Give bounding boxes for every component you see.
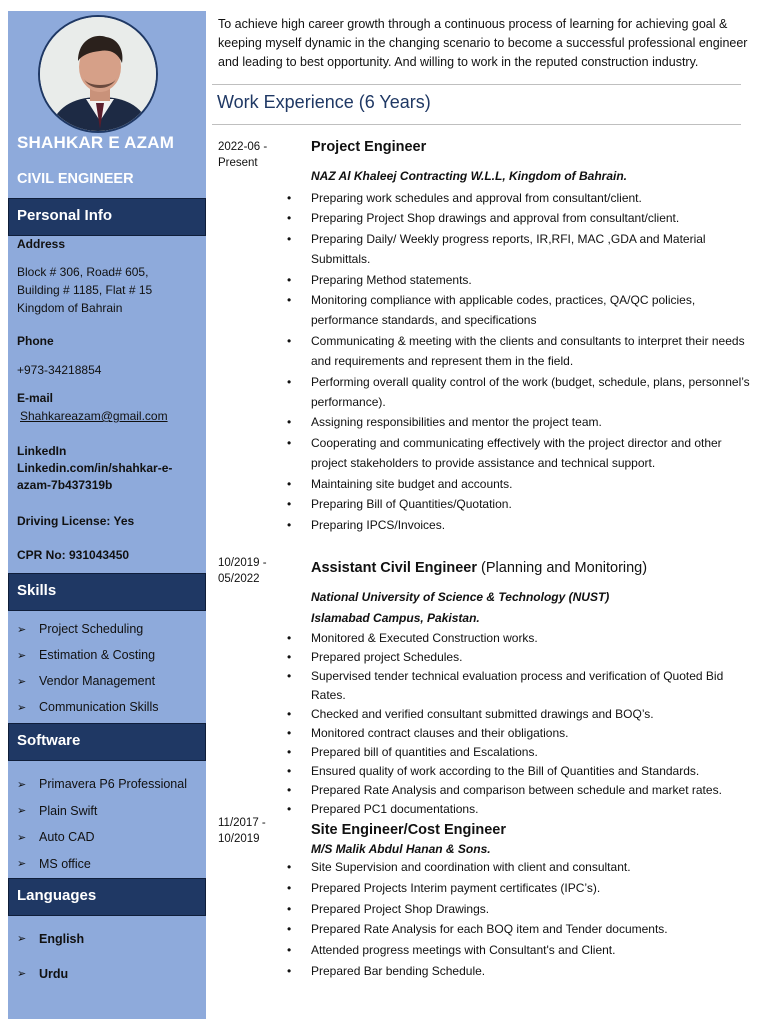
skills-list: [17, 616, 203, 720]
list-item: ➢ Primavera P6 Professional: [17, 777, 187, 792]
list-item: • Cooperating and communicating effectively with the project director and other project stakeholders to provide assistance and technical support.: [287, 433, 757, 474]
list-item: ➢ Communication Skills: [17, 700, 159, 714]
job-company: NAZ Al Khaleej Contracting W.L.L, Kingdom of Bahrain.: [311, 169, 627, 183]
list-item: • Maintaining site budget and accounts.: [287, 474, 757, 494]
languages-list: [17, 921, 203, 991]
list-item: ➢ Auto CAD: [17, 830, 95, 845]
list-item: • Prepared Rate Analysis and comparison between schedule and market rates.: [287, 781, 757, 800]
list-item: • Prepared Bar bending Schedule.: [287, 961, 757, 982]
arrow-bullet-icon: ➢: [17, 831, 27, 844]
arrow-bullet-icon: ➢: [17, 858, 27, 871]
job-date-end: 10/2019: [218, 833, 260, 845]
job-date-end: Present: [218, 157, 258, 169]
address-label: Address: [17, 237, 66, 251]
job-subtitle: (Planning and Monitoring): [481, 560, 648, 576]
arrow-bullet-icon: ➢: [17, 675, 27, 688]
arrow-bullet-icon: ➢: [17, 623, 27, 636]
languages-heading: Languages: [8, 878, 206, 916]
arrow-bullet-icon: ➢: [17, 968, 27, 980]
arrow-bullet-icon: ➢: [17, 701, 27, 714]
list-item: • Checked and verified consultant submitted drawings and BOQ’s.: [287, 705, 757, 724]
list-item: ➢ Estimation & Costing: [17, 648, 156, 662]
driving-license: Driving License: Yes: [17, 514, 135, 528]
divider: [212, 124, 741, 125]
job-company-location: Islamabad Campus, Pakistan.: [311, 611, 480, 625]
list-item: • Performing overall quality control of the work (budget, schedule, plans, personnel’s performance).: [287, 372, 757, 413]
software-list: [17, 771, 203, 877]
email-label: E-mail: [17, 391, 54, 405]
list-item: • Prepared Projects Interim payment certificates (IPC’s).: [287, 878, 757, 899]
list-item: • Prepared PC1 documentations.: [287, 800, 757, 819]
address-line-3: Kingdom of Bahrain: [17, 301, 123, 315]
work-experience-heading: Work Experience (6 Years): [217, 92, 431, 112]
job-title: Project Engineer: [311, 139, 427, 155]
list-item: • Monitoring compliance with applicable codes, practices, QA/QC policies, performance standards, and specifications: [287, 290, 757, 331]
list-item: ➢ Vendor Management: [17, 674, 156, 688]
address-line-2: Building # 1185, Flat # 15: [17, 283, 153, 297]
list-item: • Ensured quality of work according to the Bill of Quantities and Standards.: [287, 762, 757, 781]
job-duties-list: [287, 629, 757, 819]
arrow-bullet-icon: ➢: [17, 805, 27, 818]
list-item: ➢ English: [17, 931, 85, 946]
list-item: • Preparing work schedules and approval from consultant/client.: [287, 188, 757, 208]
list-item: • Attended progress meetings with Consultant's and Client.: [287, 940, 757, 961]
list-item: ➢ MS office: [17, 856, 91, 871]
list-item: • Monitored contract clauses and their obligations.: [287, 724, 757, 743]
list-item: • Supervised tender technical evaluation process and verification of Quoted Bid Rates.: [287, 667, 757, 705]
profile-photo: [38, 15, 158, 133]
job-title: Assistant Civil Engineer (Planning and Monitoring): [311, 560, 648, 576]
job-company: National University of Science & Technology (NUST): [311, 590, 610, 604]
cpr-number: CPR No: 931043450: [17, 548, 130, 562]
list-item: ➢ Urdu: [17, 966, 69, 981]
job-duties-list: [287, 188, 757, 535]
linkedin-line-2[interactable]: azam-7b437319b: [17, 478, 113, 492]
job-date-start: 11/2017 -: [218, 817, 266, 829]
candidate-name: SHAHKAR E AZAM: [17, 133, 175, 152]
list-item: • Monitored & Executed Construction works.: [287, 629, 757, 648]
list-item: • Preparing Method statements.: [287, 270, 757, 290]
list-item: • Site Supervision and coordination with client and consultant.: [287, 857, 757, 878]
list-item: ➢ Plain Swift: [17, 803, 98, 818]
arrow-bullet-icon: ➢: [17, 933, 27, 945]
sidebar: [8, 11, 206, 1019]
list-item: • Prepared Rate Analysis for each BOQ item and Tender documents.: [287, 919, 757, 940]
job-date-end: 05/2022: [218, 573, 260, 585]
arrow-bullet-icon: ➢: [17, 649, 27, 662]
skills-heading: Skills: [8, 573, 206, 611]
list-item: • Preparing IPCS/Invoices.: [287, 515, 757, 535]
phone-label: Phone: [17, 334, 54, 348]
linkedin-line-1[interactable]: Linkedin.com/in/shahkar-e-: [17, 461, 173, 475]
list-item: • Preparing Bill of Quantities/Quotation.: [287, 494, 757, 514]
address-line-1: Block # 306, Road# 605,: [17, 265, 149, 279]
software-heading: Software: [8, 723, 206, 761]
job-date-start: 2022-06 -: [218, 141, 268, 153]
job-duties-list: [287, 857, 757, 982]
list-item: • Prepared bill of quantities and Escalations.: [287, 743, 757, 762]
email-link[interactable]: Shahkareazam@gmail.com: [20, 409, 168, 423]
list-item: • Communicating & meeting with the clients and consultants to interpret their needs and requirements and represent them in the field.: [287, 331, 757, 372]
list-item: • Assigning responsibilities and mentor the project team.: [287, 412, 757, 432]
career-objective: To achieve high career growth through a continuous process of learning for achieving goal & keeping myself dynamic in the changing scenario to become a successful professional engineer and leading to best opportunity. And willing to work in the reputed construction industry.: [218, 17, 748, 69]
list-item: • Preparing Project Shop drawings and approval from consultant/client.: [287, 208, 757, 228]
linkedin-label: LinkedIn: [17, 444, 67, 458]
job-title: Site Engineer/Cost Engineer: [311, 822, 506, 838]
personal-info-heading: Personal Info: [8, 198, 206, 236]
job-date-start: 10/2019 -: [218, 557, 267, 569]
phone-value: +973-34218854: [17, 363, 102, 377]
list-item: • Prepared project Schedules.: [287, 648, 757, 667]
list-item: • Preparing Daily/ Weekly progress reports, IR,RFI, MAC ,GDA and Material Submittals.: [287, 229, 757, 270]
list-item: • Prepared Project Shop Drawings.: [287, 899, 757, 920]
arrow-bullet-icon: ➢: [17, 778, 27, 791]
list-item: ➢ Project Scheduling: [17, 622, 144, 636]
candidate-title: CIVIL ENGINEER: [17, 171, 134, 187]
job-company: M/S Malik Abdul Hanan & Sons.: [311, 842, 491, 856]
divider: [212, 84, 741, 85]
